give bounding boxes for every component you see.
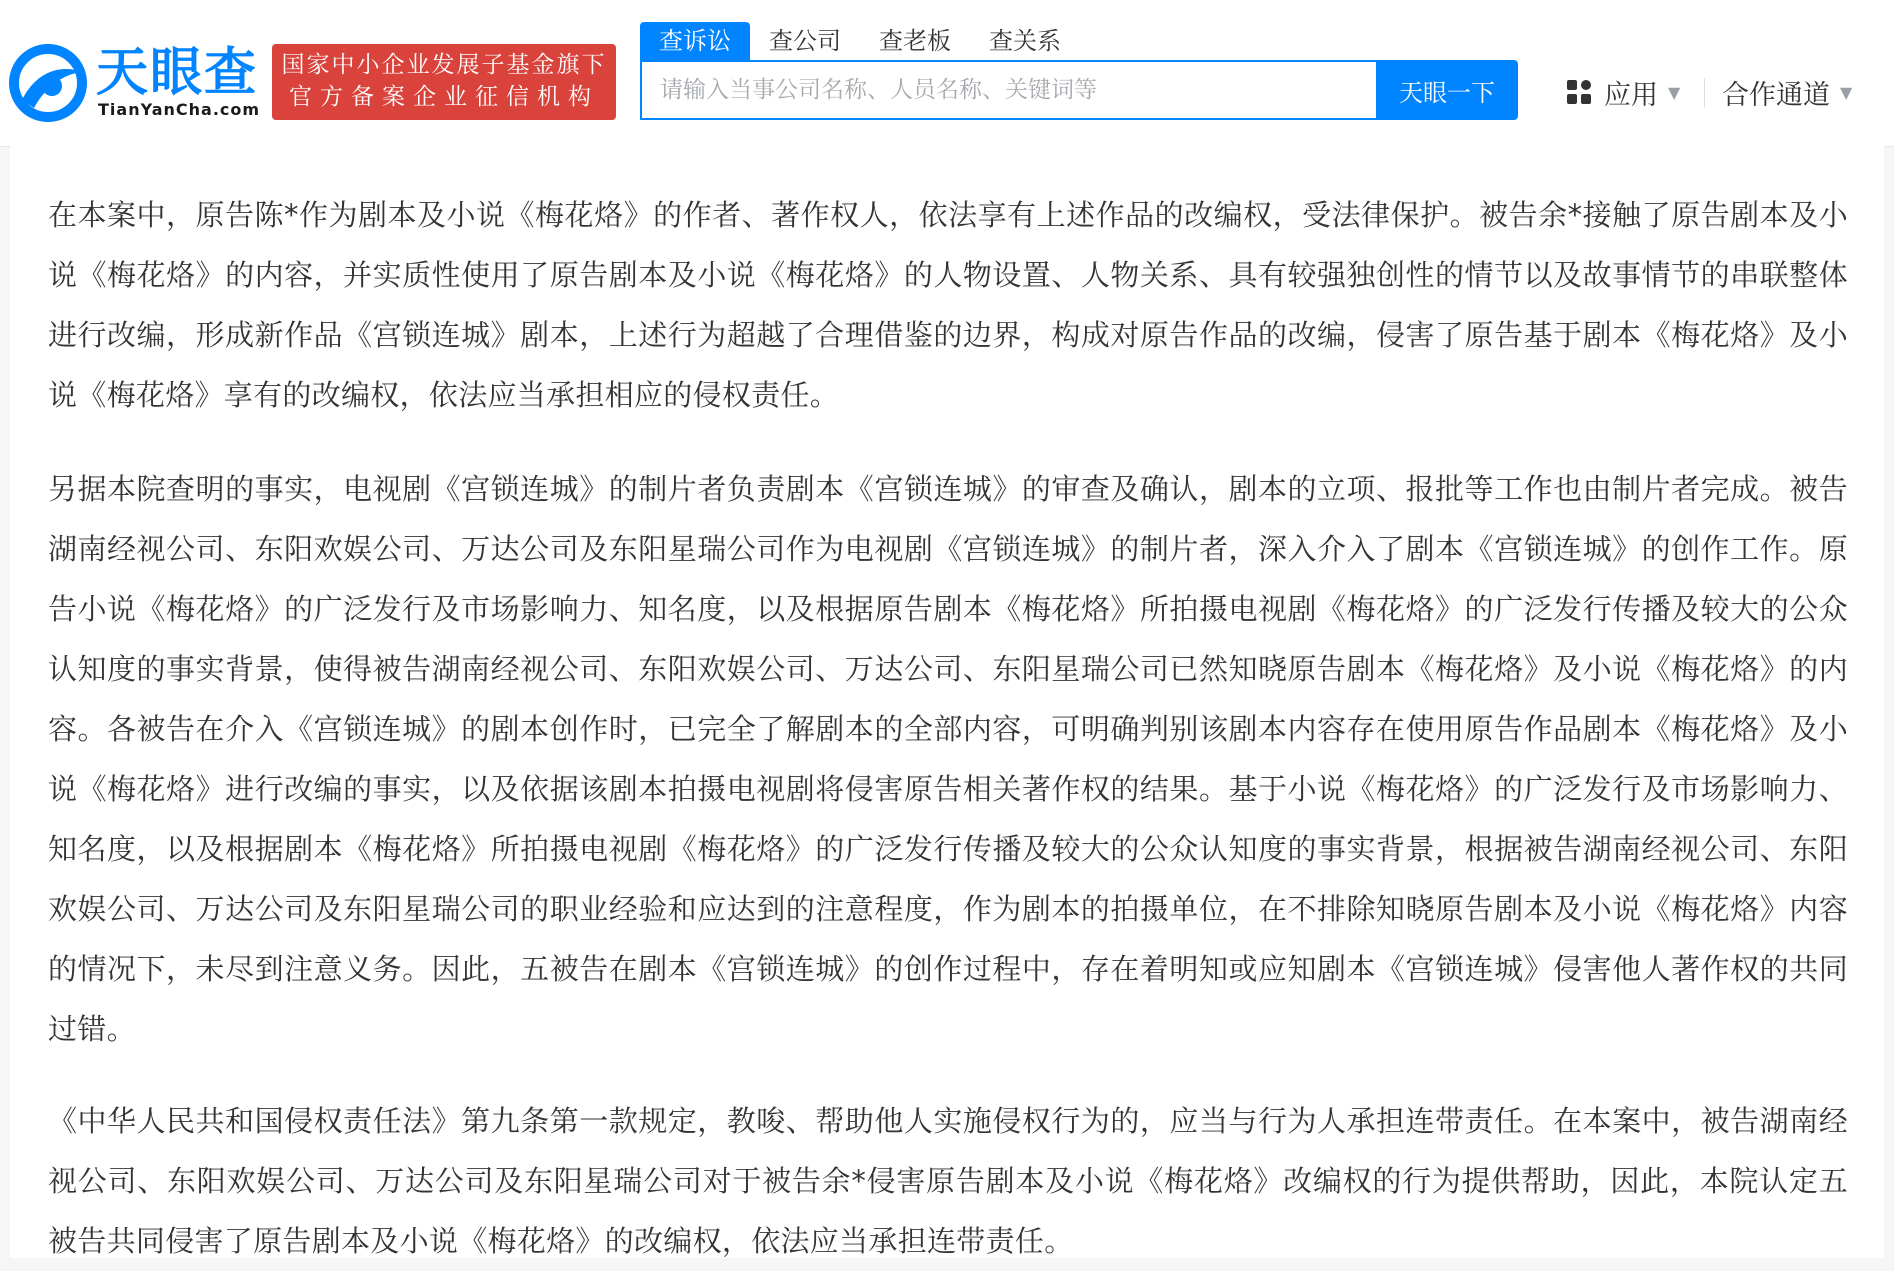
tab-relation[interactable]: 查关系 (989, 27, 1061, 55)
tab-litigation[interactable]: 查诉讼 (640, 22, 750, 60)
badge-line-1: 国家中小企业发展子基金旗下 (281, 52, 607, 78)
tab-company[interactable]: 查公司 (769, 27, 841, 55)
tianyancha-logo[interactable] (8, 42, 260, 124)
tab-boss[interactable]: 查老板 (879, 27, 951, 55)
judgment-paragraph-2: 另据本院查明的事实，电视剧《宫锁连城》的制片者负责剧本《宫锁连城》的审查及确认，剧本的立项、报批等工作也由制片者完成。被告湖南经视公司、东阳欢娱公司、万达公司及东阳星瑞公司作为电视剧《宫锁连城》的制片者，深入介入了剧本《宫锁连城》的创作工作。原告小说《梅花烙》的广泛发行及市场影响力、知名度，以及根据原告剧本《梅花烙》所拍摄电视剧《梅花烙》的广泛发行传播及较大的公众认知度的事实背景，使得被告湖南经视公司、东阳欢娱公司、万达公司、东阳星瑞公司已然知晓原告剧本《梅花烙》及小说《梅花烙》的内容。各被告在介入《宫锁连城》的剧本创作时，已完全了解剧本的全部内容，可明确判别该剧本内容存在使用原告作品剧本《梅花烙》及小说《梅花烙》进行改编的事实，以及依据该剧本拍摄电视剧将侵害原告相关著作权的结果。基于小说《梅花烙》的广泛发行及市场影响力、知名度，以及根据剧本《梅花烙》所拍摄电视剧《梅花烙》的广泛发行传播及较大的公众认知度的事实背景，根据被告湖南经视公司、东阳欢娱公司、万达公司及东阳星瑞公司的职业经验和应达到的注意程度，作为剧本的拍摄单位，在不排除知晓原告剧本及小说《梅花烙》内容的情况下，未尽到注意义务。因此，五被告在剧本《宫锁连城》的创作过程中，存在着明知或应知剧本《宫锁连城》侵害他人著作权的共同过错。 (48, 472, 1848, 1046)
apps-grid-icon (1566, 79, 1592, 105)
judgment-paragraph-3: 《中华人民共和国侵权责任法》第九条第一款规定，教唆、帮助他人实施侵权行为的，应当与行为人承担连带责任。在本案中，被告湖南经视公司、东阳欢娱公司、万达公司及东阳星瑞公司对于被告余*侵害原告剧本及小说《梅花烙》改编权的行为提供帮助，因此，本院认定五被告共同侵害了原告剧本及小说《梅花烙》的改编权，依法应当承担连带责任。 (48, 1104, 1848, 1258)
logo-name: 天眼查 (96, 43, 259, 103)
search-input[interactable] (640, 60, 1392, 120)
apps-menu[interactable] (1566, 72, 1680, 112)
logo-domain: TianYanCha.com (98, 100, 261, 119)
partner-menu[interactable] (1722, 72, 1852, 112)
search-bar (640, 60, 1518, 120)
judgment-content (10, 146, 1884, 1258)
judgment-paragraph-1: 在本案中，原告陈*作为剧本及小说《梅花烙》的作者、著作权人，依法享有上述作品的改编权，受法律保护。被告余*接触了原告剧本及小说《梅花烙》的内容，并实质性使用了原告剧本及小说《梅花烙》的人物设置、人物关系、具有较强独创性的情节以及故事情节的串联整体进行改编，形成新作品《宫锁连城》剧本，上述行为超越了合理借鉴的边界，构成对原告作品的改编，侵害了原告基于剧本《梅花烙》及小说《梅花烙》享有的改编权，依法应当承担相应的侵权责任。 (48, 198, 1848, 412)
logo-swoosh-icon (8, 42, 88, 124)
top-header (0, 0, 1894, 147)
search-button[interactable]: 天眼一下 (1376, 60, 1518, 120)
certification-badge (272, 44, 616, 120)
partner-label: 合作通道 (1722, 79, 1830, 111)
chevron-down-icon: ▼ (1668, 82, 1681, 102)
badge-line-2: 官方备案企业征信机构 (289, 84, 599, 110)
chevron-down-icon: ▼ (1840, 82, 1853, 102)
header-divider (1704, 78, 1705, 108)
apps-label: 应用 (1604, 79, 1658, 111)
